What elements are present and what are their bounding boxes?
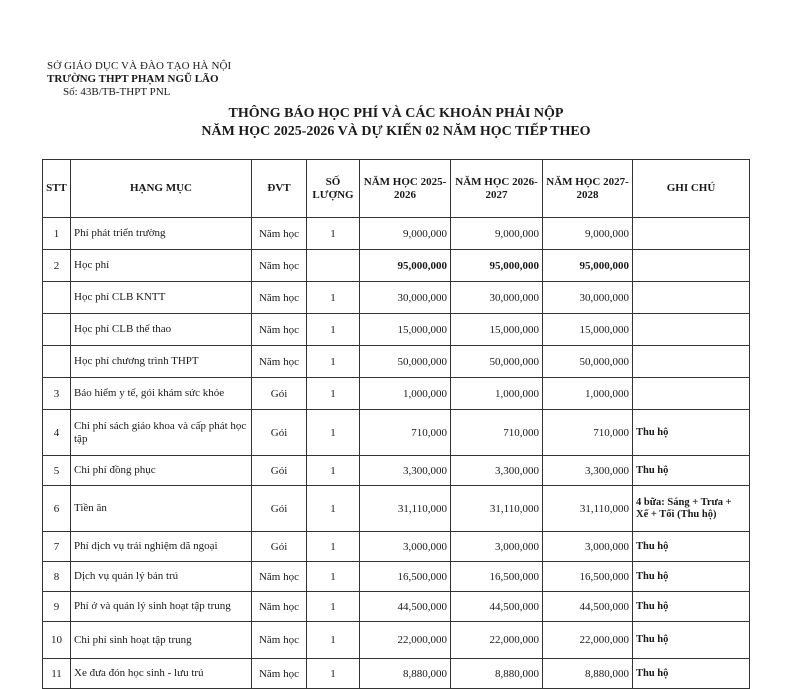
cell-unit: Năm học xyxy=(252,659,307,689)
table-header-row xyxy=(43,160,750,218)
cell-year-2025: 22,000,000 xyxy=(360,622,451,659)
cell-item: Chi phí đồng phục xyxy=(71,456,252,486)
cell-item: Tiền ăn xyxy=(71,486,252,532)
cell-year-2027: 1,000,000 xyxy=(543,378,633,410)
cell-note xyxy=(633,218,750,250)
cell-note: Thu hộ xyxy=(633,456,750,486)
cell-item: Chi phí sách giáo khoa và cấp phát học tập xyxy=(71,410,252,456)
document-number: Số: 43B/TB-THPT PNL xyxy=(63,86,171,98)
cell-stt: 4 xyxy=(43,410,71,456)
school-name: TRƯỜNG THPT PHẠM NGŨ LÃO xyxy=(47,73,219,85)
cell-year-2025: 1,000,000 xyxy=(360,378,451,410)
cell-item: Chi phí sinh hoạt tập trung xyxy=(71,622,252,659)
cell-unit: Gói xyxy=(252,532,307,562)
cell-item: Dịch vụ quản lý bán trú xyxy=(71,562,252,592)
department-name: SỞ GIÁO DỤC VÀ ĐÀO TẠO HÀ NỘI xyxy=(47,60,232,72)
cell-year-2025: 16,500,000 xyxy=(360,562,451,592)
column-header-stt: STT xyxy=(43,160,71,218)
document-title-line-1: THÔNG BÁO HỌC PHÍ VÀ CÁC KHOẢN PHẢI NỘP xyxy=(228,106,564,121)
table-row xyxy=(43,410,750,456)
cell-unit: Năm học xyxy=(252,314,307,346)
column-header-year-2026: NĂM HỌC 2026-2027 xyxy=(451,160,543,218)
table-row xyxy=(43,486,750,532)
cell-item: Học phí chương trình THPT xyxy=(71,346,252,378)
cell-year-2027: 30,000,000 xyxy=(543,282,633,314)
cell-year-2025: 3,300,000 xyxy=(360,456,451,486)
cell-quantity: 1 xyxy=(307,218,360,250)
cell-unit: Năm học xyxy=(252,562,307,592)
cell-item: Bảo hiểm y tế, gói khám sức khỏe xyxy=(71,378,252,410)
table-row xyxy=(43,659,750,689)
table-row xyxy=(43,532,750,562)
document-title-line-2: NĂM HỌC 2025-2026 VÀ DỰ KIẾN 02 NĂM HỌC TIẾP THEO xyxy=(201,124,591,139)
cell-year-2026: 31,110,000 xyxy=(451,486,543,532)
cell-unit: Năm học xyxy=(252,218,307,250)
cell-year-2026: 44,500,000 xyxy=(451,592,543,622)
cell-year-2026: 15,000,000 xyxy=(451,314,543,346)
table-row xyxy=(43,378,750,410)
cell-unit: Gói xyxy=(252,410,307,456)
table-row xyxy=(43,346,750,378)
cell-stt: 8 xyxy=(43,562,71,592)
cell-year-2026: 1,000,000 xyxy=(451,378,543,410)
table-row xyxy=(43,218,750,250)
cell-note: Thu hộ xyxy=(633,532,750,562)
cell-year-2025: 9,000,000 xyxy=(360,218,451,250)
cell-stt: 2 xyxy=(43,250,71,282)
cell-quantity: 1 xyxy=(307,456,360,486)
cell-quantity: 1 xyxy=(307,410,360,456)
column-header-year-2025: NĂM HỌC 2025-2026 xyxy=(360,160,451,218)
cell-stt: 10 xyxy=(43,622,71,659)
cell-quantity: 1 xyxy=(307,346,360,378)
column-header-year-2027: NĂM HỌC 2027-2028 xyxy=(543,160,633,218)
cell-unit: Gói xyxy=(252,378,307,410)
cell-year-2026: 710,000 xyxy=(451,410,543,456)
cell-item: Phí dịch vụ trải nghiệm dã ngoại xyxy=(71,532,252,562)
cell-note xyxy=(633,314,750,346)
cell-year-2025: 95,000,000 xyxy=(360,250,451,282)
cell-year-2026: 8,880,000 xyxy=(451,659,543,689)
cell-year-2027: 15,000,000 xyxy=(543,314,633,346)
cell-note: Thu hộ xyxy=(633,562,750,592)
cell-year-2027: 9,000,000 xyxy=(543,218,633,250)
cell-year-2027: 22,000,000 xyxy=(543,622,633,659)
cell-item: Học phí CLB thể thao xyxy=(71,314,252,346)
cell-unit: Gói xyxy=(252,486,307,532)
cell-note xyxy=(633,250,750,282)
cell-quantity: 1 xyxy=(307,282,360,314)
table-row xyxy=(43,314,750,346)
cell-note xyxy=(633,346,750,378)
cell-year-2025: 44,500,000 xyxy=(360,592,451,622)
cell-stt: 3 xyxy=(43,378,71,410)
cell-item: Xe đưa đón học sinh - lưu trú xyxy=(71,659,252,689)
cell-note xyxy=(633,282,750,314)
cell-quantity: 1 xyxy=(307,659,360,689)
cell-unit: Năm học xyxy=(252,250,307,282)
table-row xyxy=(43,592,750,622)
cell-item: Học phí CLB KNTT xyxy=(71,282,252,314)
cell-year-2026: 9,000,000 xyxy=(451,218,543,250)
column-header-note: GHI CHÚ xyxy=(633,160,750,218)
cell-year-2027: 95,000,000 xyxy=(543,250,633,282)
cell-unit: Năm học xyxy=(252,282,307,314)
cell-stt: 9 xyxy=(43,592,71,622)
cell-year-2025: 50,000,000 xyxy=(360,346,451,378)
cell-note: Thu hộ xyxy=(633,659,750,689)
cell-year-2026: 95,000,000 xyxy=(451,250,543,282)
cell-year-2026: 16,500,000 xyxy=(451,562,543,592)
cell-unit: Gói xyxy=(252,456,307,486)
cell-stt xyxy=(43,314,71,346)
cell-quantity: 1 xyxy=(307,622,360,659)
cell-year-2025: 15,000,000 xyxy=(360,314,451,346)
document-header xyxy=(47,60,231,99)
cell-year-2025: 31,110,000 xyxy=(360,486,451,532)
cell-quantity: 1 xyxy=(307,532,360,562)
cell-year-2027: 3,000,000 xyxy=(543,532,633,562)
cell-note xyxy=(633,378,750,410)
table-row xyxy=(43,562,750,592)
cell-stt: 6 xyxy=(43,486,71,532)
cell-unit: Năm học xyxy=(252,346,307,378)
cell-year-2027: 3,300,000 xyxy=(543,456,633,486)
cell-stt: 11 xyxy=(43,659,71,689)
cell-quantity xyxy=(307,250,360,282)
fee-table xyxy=(42,159,750,689)
cell-stt xyxy=(43,346,71,378)
cell-year-2026: 3,000,000 xyxy=(451,532,543,562)
cell-year-2026: 3,300,000 xyxy=(451,456,543,486)
cell-year-2026: 22,000,000 xyxy=(451,622,543,659)
cell-unit: Năm học xyxy=(252,622,307,659)
cell-year-2026: 50,000,000 xyxy=(451,346,543,378)
column-header-item: HẠNG MỤC xyxy=(71,160,252,218)
cell-note: Thu hộ xyxy=(633,622,750,659)
cell-unit: Năm học xyxy=(252,592,307,622)
cell-year-2027: 16,500,000 xyxy=(543,562,633,592)
cell-stt: 5 xyxy=(43,456,71,486)
cell-stt: 7 xyxy=(43,532,71,562)
cell-year-2027: 44,500,000 xyxy=(543,592,633,622)
cell-year-2025: 3,000,000 xyxy=(360,532,451,562)
cell-year-2027: 710,000 xyxy=(543,410,633,456)
cell-note: 4 bữa: Sáng + Trưa + Xế + Tối (Thu hộ) xyxy=(633,486,750,532)
cell-year-2026: 30,000,000 xyxy=(451,282,543,314)
cell-quantity: 1 xyxy=(307,378,360,410)
table-row xyxy=(43,250,750,282)
cell-year-2025: 30,000,000 xyxy=(360,282,451,314)
cell-note: Thu hộ xyxy=(633,592,750,622)
cell-stt: 1 xyxy=(43,218,71,250)
cell-item: Học phí xyxy=(71,250,252,282)
cell-item: Phí phát triển trường xyxy=(71,218,252,250)
table-row xyxy=(43,622,750,659)
column-header-quantity: SỐ LƯỢNG xyxy=(307,160,360,218)
cell-note: Thu hộ xyxy=(633,410,750,456)
table-row xyxy=(43,282,750,314)
table-row xyxy=(43,456,750,486)
cell-year-2027: 50,000,000 xyxy=(543,346,633,378)
cell-stt xyxy=(43,282,71,314)
cell-item: Phí ở và quản lý sinh hoạt tập trung xyxy=(71,592,252,622)
cell-quantity: 1 xyxy=(307,592,360,622)
cell-year-2025: 710,000 xyxy=(360,410,451,456)
cell-quantity: 1 xyxy=(307,486,360,532)
cell-year-2025: 8,880,000 xyxy=(360,659,451,689)
cell-year-2027: 31,110,000 xyxy=(543,486,633,532)
cell-quantity: 1 xyxy=(307,562,360,592)
cell-year-2027: 8,880,000 xyxy=(543,659,633,689)
cell-quantity: 1 xyxy=(307,314,360,346)
column-header-unit: ĐVT xyxy=(252,160,307,218)
